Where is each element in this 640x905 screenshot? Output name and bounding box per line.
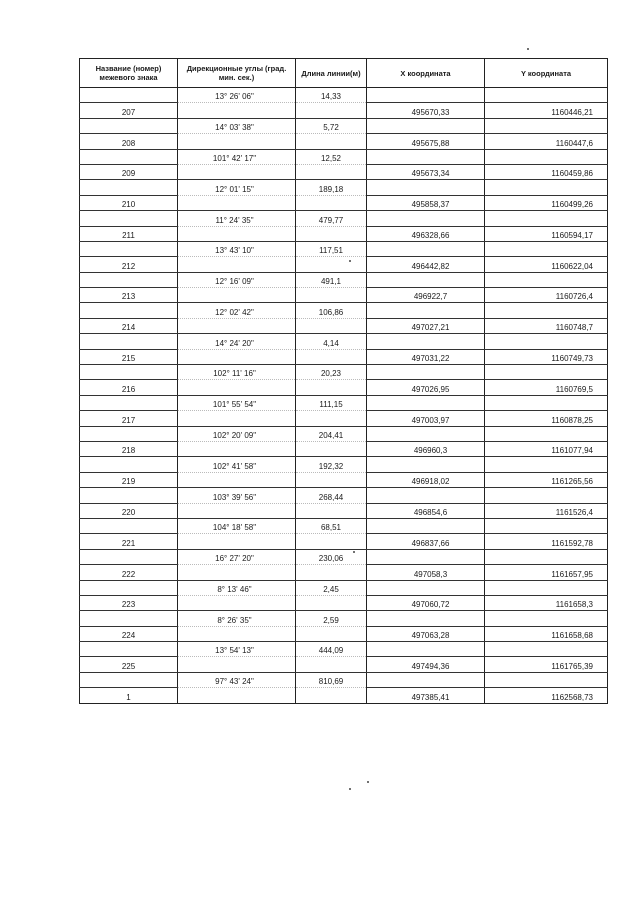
boundary-point-row xyxy=(80,626,608,641)
boundary-segment-row xyxy=(80,518,608,533)
x-coordinate-cell xyxy=(367,303,485,318)
y-coordinate-cell xyxy=(485,303,608,318)
mark-name-cell xyxy=(80,611,178,626)
boundary-segment-row xyxy=(80,642,608,657)
mark-name-cell: 214 xyxy=(80,318,178,333)
direction-angle-cell xyxy=(178,441,296,456)
line-length-cell: 2,45 xyxy=(296,580,367,595)
x-coordinate-cell: 495673,34 xyxy=(367,164,485,179)
boundary-point-row xyxy=(80,472,608,487)
boundary-segment-row xyxy=(80,180,608,195)
mark-name-cell: 210 xyxy=(80,195,178,210)
direction-angle-cell: 104° 18' 58" xyxy=(178,518,296,533)
boundary-segment-row xyxy=(80,395,608,410)
line-length-cell: 192,32 xyxy=(296,457,367,472)
y-coordinate-cell xyxy=(485,488,608,503)
boundary-point-row xyxy=(80,349,608,364)
y-coordinate-cell: 1160499,26 xyxy=(485,195,608,210)
direction-angle-cell: 14° 24' 20" xyxy=(178,334,296,349)
y-coordinate-cell xyxy=(485,642,608,657)
line-length-cell: 189,18 xyxy=(296,180,367,195)
line-length-cell: 444,09 xyxy=(296,642,367,657)
direction-angle-cell xyxy=(178,134,296,149)
boundary-segment-row xyxy=(80,149,608,164)
line-length-cell xyxy=(296,288,367,303)
y-coordinate-cell: 1160622,04 xyxy=(485,257,608,272)
direction-angle-cell xyxy=(178,411,296,426)
y-coordinate-cell xyxy=(485,395,608,410)
y-coordinate-cell: 1160447,6 xyxy=(485,134,608,149)
boundary-point-row xyxy=(80,411,608,426)
boundary-point-row xyxy=(80,103,608,118)
x-coordinate-cell: 497027,21 xyxy=(367,318,485,333)
line-length-cell xyxy=(296,195,367,210)
scan-speck xyxy=(349,788,351,790)
x-coordinate-cell xyxy=(367,642,485,657)
mark-name-cell: 222 xyxy=(80,565,178,580)
line-length-cell: 4,14 xyxy=(296,334,367,349)
x-coordinate-cell xyxy=(367,334,485,349)
line-length-cell xyxy=(296,441,367,456)
line-length-cell: 491,1 xyxy=(296,272,367,287)
y-coordinate-cell: 1161658,3 xyxy=(485,595,608,610)
boundary-point-row xyxy=(80,226,608,241)
mark-name-cell: 213 xyxy=(80,288,178,303)
boundary-point-row xyxy=(80,257,608,272)
x-coordinate-cell: 497031,22 xyxy=(367,349,485,364)
line-length-cell xyxy=(296,164,367,179)
mark-name-cell xyxy=(80,549,178,564)
x-coordinate-cell: 495858,37 xyxy=(367,195,485,210)
boundary-point-row xyxy=(80,380,608,395)
mark-name-cell: 225 xyxy=(80,657,178,672)
line-length-cell xyxy=(296,318,367,333)
x-coordinate-cell: 496918,02 xyxy=(367,472,485,487)
boundary-point-row xyxy=(80,164,608,179)
y-coordinate-cell: 1161526,4 xyxy=(485,503,608,518)
line-length-cell: 2,59 xyxy=(296,611,367,626)
mark-name-cell: 221 xyxy=(80,534,178,549)
mark-name-cell xyxy=(80,488,178,503)
line-length-cell xyxy=(296,657,367,672)
direction-angle-cell: 101° 42' 17" xyxy=(178,149,296,164)
line-length-cell xyxy=(296,626,367,641)
x-coordinate-cell: 496328,66 xyxy=(367,226,485,241)
boundary-segment-row xyxy=(80,611,608,626)
y-coordinate-cell: 1161592,78 xyxy=(485,534,608,549)
y-coordinate-cell xyxy=(485,241,608,256)
line-length-cell xyxy=(296,411,367,426)
direction-angle-cell xyxy=(178,318,296,333)
mark-name-cell xyxy=(80,272,178,287)
direction-angle-cell: 97° 43' 24" xyxy=(178,672,296,687)
header-line-length: Длина линии(м) xyxy=(296,59,367,88)
mark-name-cell xyxy=(80,118,178,133)
y-coordinate-cell xyxy=(485,272,608,287)
x-coordinate-cell xyxy=(367,241,485,256)
direction-angle-cell: 13° 54' 13" xyxy=(178,642,296,657)
direction-angle-cell xyxy=(178,195,296,210)
direction-angle-cell xyxy=(178,349,296,364)
boundary-marks-table-container xyxy=(79,58,607,704)
mark-name-cell xyxy=(80,457,178,472)
x-coordinate-cell xyxy=(367,672,485,687)
line-length-cell: 111,15 xyxy=(296,395,367,410)
boundary-segment-row xyxy=(80,672,608,687)
y-coordinate-cell xyxy=(485,334,608,349)
boundary-segment-row xyxy=(80,580,608,595)
direction-angle-cell xyxy=(178,534,296,549)
y-coordinate-cell xyxy=(485,672,608,687)
direction-angle-cell xyxy=(178,688,296,703)
y-coordinate-cell xyxy=(485,611,608,626)
direction-angle-cell xyxy=(178,103,296,118)
x-coordinate-cell: 495670,33 xyxy=(367,103,485,118)
direction-angle-cell: 102° 20' 09" xyxy=(178,426,296,441)
line-length-cell xyxy=(296,688,367,703)
boundary-point-row xyxy=(80,565,608,580)
line-length-cell: 14,33 xyxy=(296,88,367,103)
mark-name-cell xyxy=(80,88,178,103)
y-coordinate-cell xyxy=(485,149,608,164)
boundary-point-row xyxy=(80,657,608,672)
y-coordinate-cell: 1161658,68 xyxy=(485,626,608,641)
x-coordinate-cell xyxy=(367,149,485,164)
x-coordinate-cell: 497060,72 xyxy=(367,595,485,610)
x-coordinate-cell: 495675,88 xyxy=(367,134,485,149)
y-coordinate-cell xyxy=(485,211,608,226)
line-length-cell: 268,44 xyxy=(296,488,367,503)
line-length-cell xyxy=(296,534,367,549)
y-coordinate-cell: 1161657,95 xyxy=(485,565,608,580)
line-length-cell: 68,51 xyxy=(296,518,367,533)
x-coordinate-cell: 497026,95 xyxy=(367,380,485,395)
x-coordinate-cell xyxy=(367,549,485,564)
x-coordinate-cell xyxy=(367,88,485,103)
x-coordinate-cell xyxy=(367,211,485,226)
x-coordinate-cell: 497058,3 xyxy=(367,565,485,580)
y-coordinate-cell xyxy=(485,365,608,380)
table-header-row xyxy=(80,59,608,88)
mark-name-cell: 212 xyxy=(80,257,178,272)
x-coordinate-cell xyxy=(367,180,485,195)
mark-name-cell: 208 xyxy=(80,134,178,149)
y-coordinate-cell xyxy=(485,88,608,103)
direction-angle-cell xyxy=(178,503,296,518)
header-x-coordinate: Х координата xyxy=(367,59,485,88)
line-length-cell xyxy=(296,134,367,149)
direction-angle-cell xyxy=(178,226,296,241)
x-coordinate-cell: 496922,7 xyxy=(367,288,485,303)
y-coordinate-cell: 1162568,73 xyxy=(485,688,608,703)
x-coordinate-cell: 497385,41 xyxy=(367,688,485,703)
x-coordinate-cell: 496854,6 xyxy=(367,503,485,518)
boundary-segment-row xyxy=(80,426,608,441)
mark-name-cell: 1 xyxy=(80,688,178,703)
direction-angle-cell xyxy=(178,288,296,303)
x-coordinate-cell xyxy=(367,518,485,533)
boundary-point-row xyxy=(80,195,608,210)
mark-name-cell: 216 xyxy=(80,380,178,395)
x-coordinate-cell xyxy=(367,272,485,287)
y-coordinate-cell xyxy=(485,580,608,595)
boundary-segment-row xyxy=(80,241,608,256)
x-coordinate-cell xyxy=(367,118,485,133)
line-length-cell: 106,86 xyxy=(296,303,367,318)
boundary-segment-row xyxy=(80,272,608,287)
line-length-cell: 230,06 xyxy=(296,549,367,564)
direction-angle-cell xyxy=(178,626,296,641)
boundary-point-row xyxy=(80,688,608,703)
boundary-segment-row xyxy=(80,365,608,380)
x-coordinate-cell xyxy=(367,611,485,626)
y-coordinate-cell: 1160459,86 xyxy=(485,164,608,179)
line-length-cell xyxy=(296,503,367,518)
x-coordinate-cell xyxy=(367,426,485,441)
x-coordinate-cell xyxy=(367,365,485,380)
x-coordinate-cell: 497003,97 xyxy=(367,411,485,426)
y-coordinate-cell: 1160446,21 xyxy=(485,103,608,118)
table-body xyxy=(80,88,608,704)
scan-speck xyxy=(349,260,351,262)
line-length-cell xyxy=(296,565,367,580)
mark-name-cell xyxy=(80,672,178,687)
boundary-segment-row xyxy=(80,334,608,349)
y-coordinate-cell xyxy=(485,518,608,533)
y-coordinate-cell: 1161077,94 xyxy=(485,441,608,456)
y-coordinate-cell: 1160769,5 xyxy=(485,380,608,395)
mark-name-cell xyxy=(80,518,178,533)
mark-name-cell: 218 xyxy=(80,441,178,456)
mark-name-cell xyxy=(80,241,178,256)
direction-angle-cell xyxy=(178,657,296,672)
boundary-point-row xyxy=(80,595,608,610)
boundary-segment-row xyxy=(80,457,608,472)
scan-speck xyxy=(527,48,529,50)
direction-angle-cell: 102° 11' 16" xyxy=(178,365,296,380)
line-length-cell xyxy=(296,226,367,241)
direction-angle-cell: 103° 39' 56" xyxy=(178,488,296,503)
y-coordinate-cell xyxy=(485,180,608,195)
mark-name-cell: 207 xyxy=(80,103,178,118)
mark-name-cell xyxy=(80,303,178,318)
line-length-cell: 117,51 xyxy=(296,241,367,256)
line-length-cell xyxy=(296,257,367,272)
x-coordinate-cell xyxy=(367,488,485,503)
y-coordinate-cell: 1161765,39 xyxy=(485,657,608,672)
mark-name-cell: 215 xyxy=(80,349,178,364)
direction-angle-cell: 12° 16' 09" xyxy=(178,272,296,287)
mark-name-cell xyxy=(80,395,178,410)
mark-name-cell: 211 xyxy=(80,226,178,241)
x-coordinate-cell xyxy=(367,457,485,472)
boundary-point-row xyxy=(80,441,608,456)
scan-speck xyxy=(367,781,369,783)
x-coordinate-cell: 497063,28 xyxy=(367,626,485,641)
x-coordinate-cell: 496837,66 xyxy=(367,534,485,549)
x-coordinate-cell xyxy=(367,580,485,595)
direction-angle-cell: 101° 55' 54" xyxy=(178,395,296,410)
mark-name-cell xyxy=(80,642,178,657)
header-direction-angle: Дирекционные углы (град. мин. сек.) xyxy=(178,59,296,88)
boundary-segment-row xyxy=(80,549,608,564)
boundary-point-row xyxy=(80,534,608,549)
boundary-segment-row xyxy=(80,211,608,226)
mark-name-cell: 209 xyxy=(80,164,178,179)
line-length-cell xyxy=(296,103,367,118)
direction-angle-cell: 13° 26' 06" xyxy=(178,88,296,103)
direction-angle-cell: 8° 13' 46" xyxy=(178,580,296,595)
direction-angle-cell xyxy=(178,595,296,610)
mark-name-cell xyxy=(80,334,178,349)
y-coordinate-cell: 1161265,56 xyxy=(485,472,608,487)
mark-name-cell xyxy=(80,365,178,380)
direction-angle-cell: 11° 24' 35" xyxy=(178,211,296,226)
x-coordinate-cell: 496442,82 xyxy=(367,257,485,272)
boundary-segment-row xyxy=(80,303,608,318)
boundary-segment-row xyxy=(80,488,608,503)
mark-name-cell xyxy=(80,580,178,595)
boundary-point-row xyxy=(80,318,608,333)
line-length-cell: 12,52 xyxy=(296,149,367,164)
y-coordinate-cell xyxy=(485,426,608,441)
boundary-segment-row xyxy=(80,88,608,103)
line-length-cell xyxy=(296,472,367,487)
direction-angle-cell: 12° 01' 15" xyxy=(178,180,296,195)
x-coordinate-cell: 496960,3 xyxy=(367,441,485,456)
y-coordinate-cell xyxy=(485,457,608,472)
y-coordinate-cell: 1160748,7 xyxy=(485,318,608,333)
line-length-cell: 479,77 xyxy=(296,211,367,226)
y-coordinate-cell: 1160726,4 xyxy=(485,288,608,303)
mark-name-cell xyxy=(80,149,178,164)
boundary-point-row xyxy=(80,288,608,303)
direction-angle-cell xyxy=(178,380,296,395)
x-coordinate-cell: 497494,36 xyxy=(367,657,485,672)
line-length-cell: 204,41 xyxy=(296,426,367,441)
line-length-cell: 810,69 xyxy=(296,672,367,687)
mark-name-cell: 224 xyxy=(80,626,178,641)
header-mark-name: Название (номер) межевого знака xyxy=(80,59,178,88)
line-length-cell: 5,72 xyxy=(296,118,367,133)
mark-name-cell xyxy=(80,211,178,226)
direction-angle-cell: 16° 27' 20" xyxy=(178,549,296,564)
header-y-coordinate: Y координата xyxy=(485,59,608,88)
line-length-cell xyxy=(296,349,367,364)
boundary-segment-row xyxy=(80,118,608,133)
line-length-cell: 20,23 xyxy=(296,365,367,380)
x-coordinate-cell xyxy=(367,395,485,410)
line-length-cell xyxy=(296,595,367,610)
mark-name-cell: 223 xyxy=(80,595,178,610)
mark-name-cell: 219 xyxy=(80,472,178,487)
y-coordinate-cell: 1160878,25 xyxy=(485,411,608,426)
y-coordinate-cell: 1160594,17 xyxy=(485,226,608,241)
direction-angle-cell xyxy=(178,565,296,580)
direction-angle-cell: 12° 02' 42" xyxy=(178,303,296,318)
boundary-point-row xyxy=(80,503,608,518)
direction-angle-cell: 14° 03' 38" xyxy=(178,118,296,133)
mark-name-cell xyxy=(80,180,178,195)
direction-angle-cell: 8° 26' 35" xyxy=(178,611,296,626)
mark-name-cell: 217 xyxy=(80,411,178,426)
direction-angle-cell xyxy=(178,472,296,487)
y-coordinate-cell xyxy=(485,549,608,564)
direction-angle-cell xyxy=(178,164,296,179)
boundary-point-row xyxy=(80,134,608,149)
y-coordinate-cell: 1160749,73 xyxy=(485,349,608,364)
direction-angle-cell xyxy=(178,257,296,272)
boundary-marks-table xyxy=(79,58,608,704)
mark-name-cell: 220 xyxy=(80,503,178,518)
direction-angle-cell: 102° 41' 58" xyxy=(178,457,296,472)
mark-name-cell xyxy=(80,426,178,441)
line-length-cell xyxy=(296,380,367,395)
scan-speck xyxy=(353,551,355,553)
direction-angle-cell: 13° 43' 10" xyxy=(178,241,296,256)
y-coordinate-cell xyxy=(485,118,608,133)
